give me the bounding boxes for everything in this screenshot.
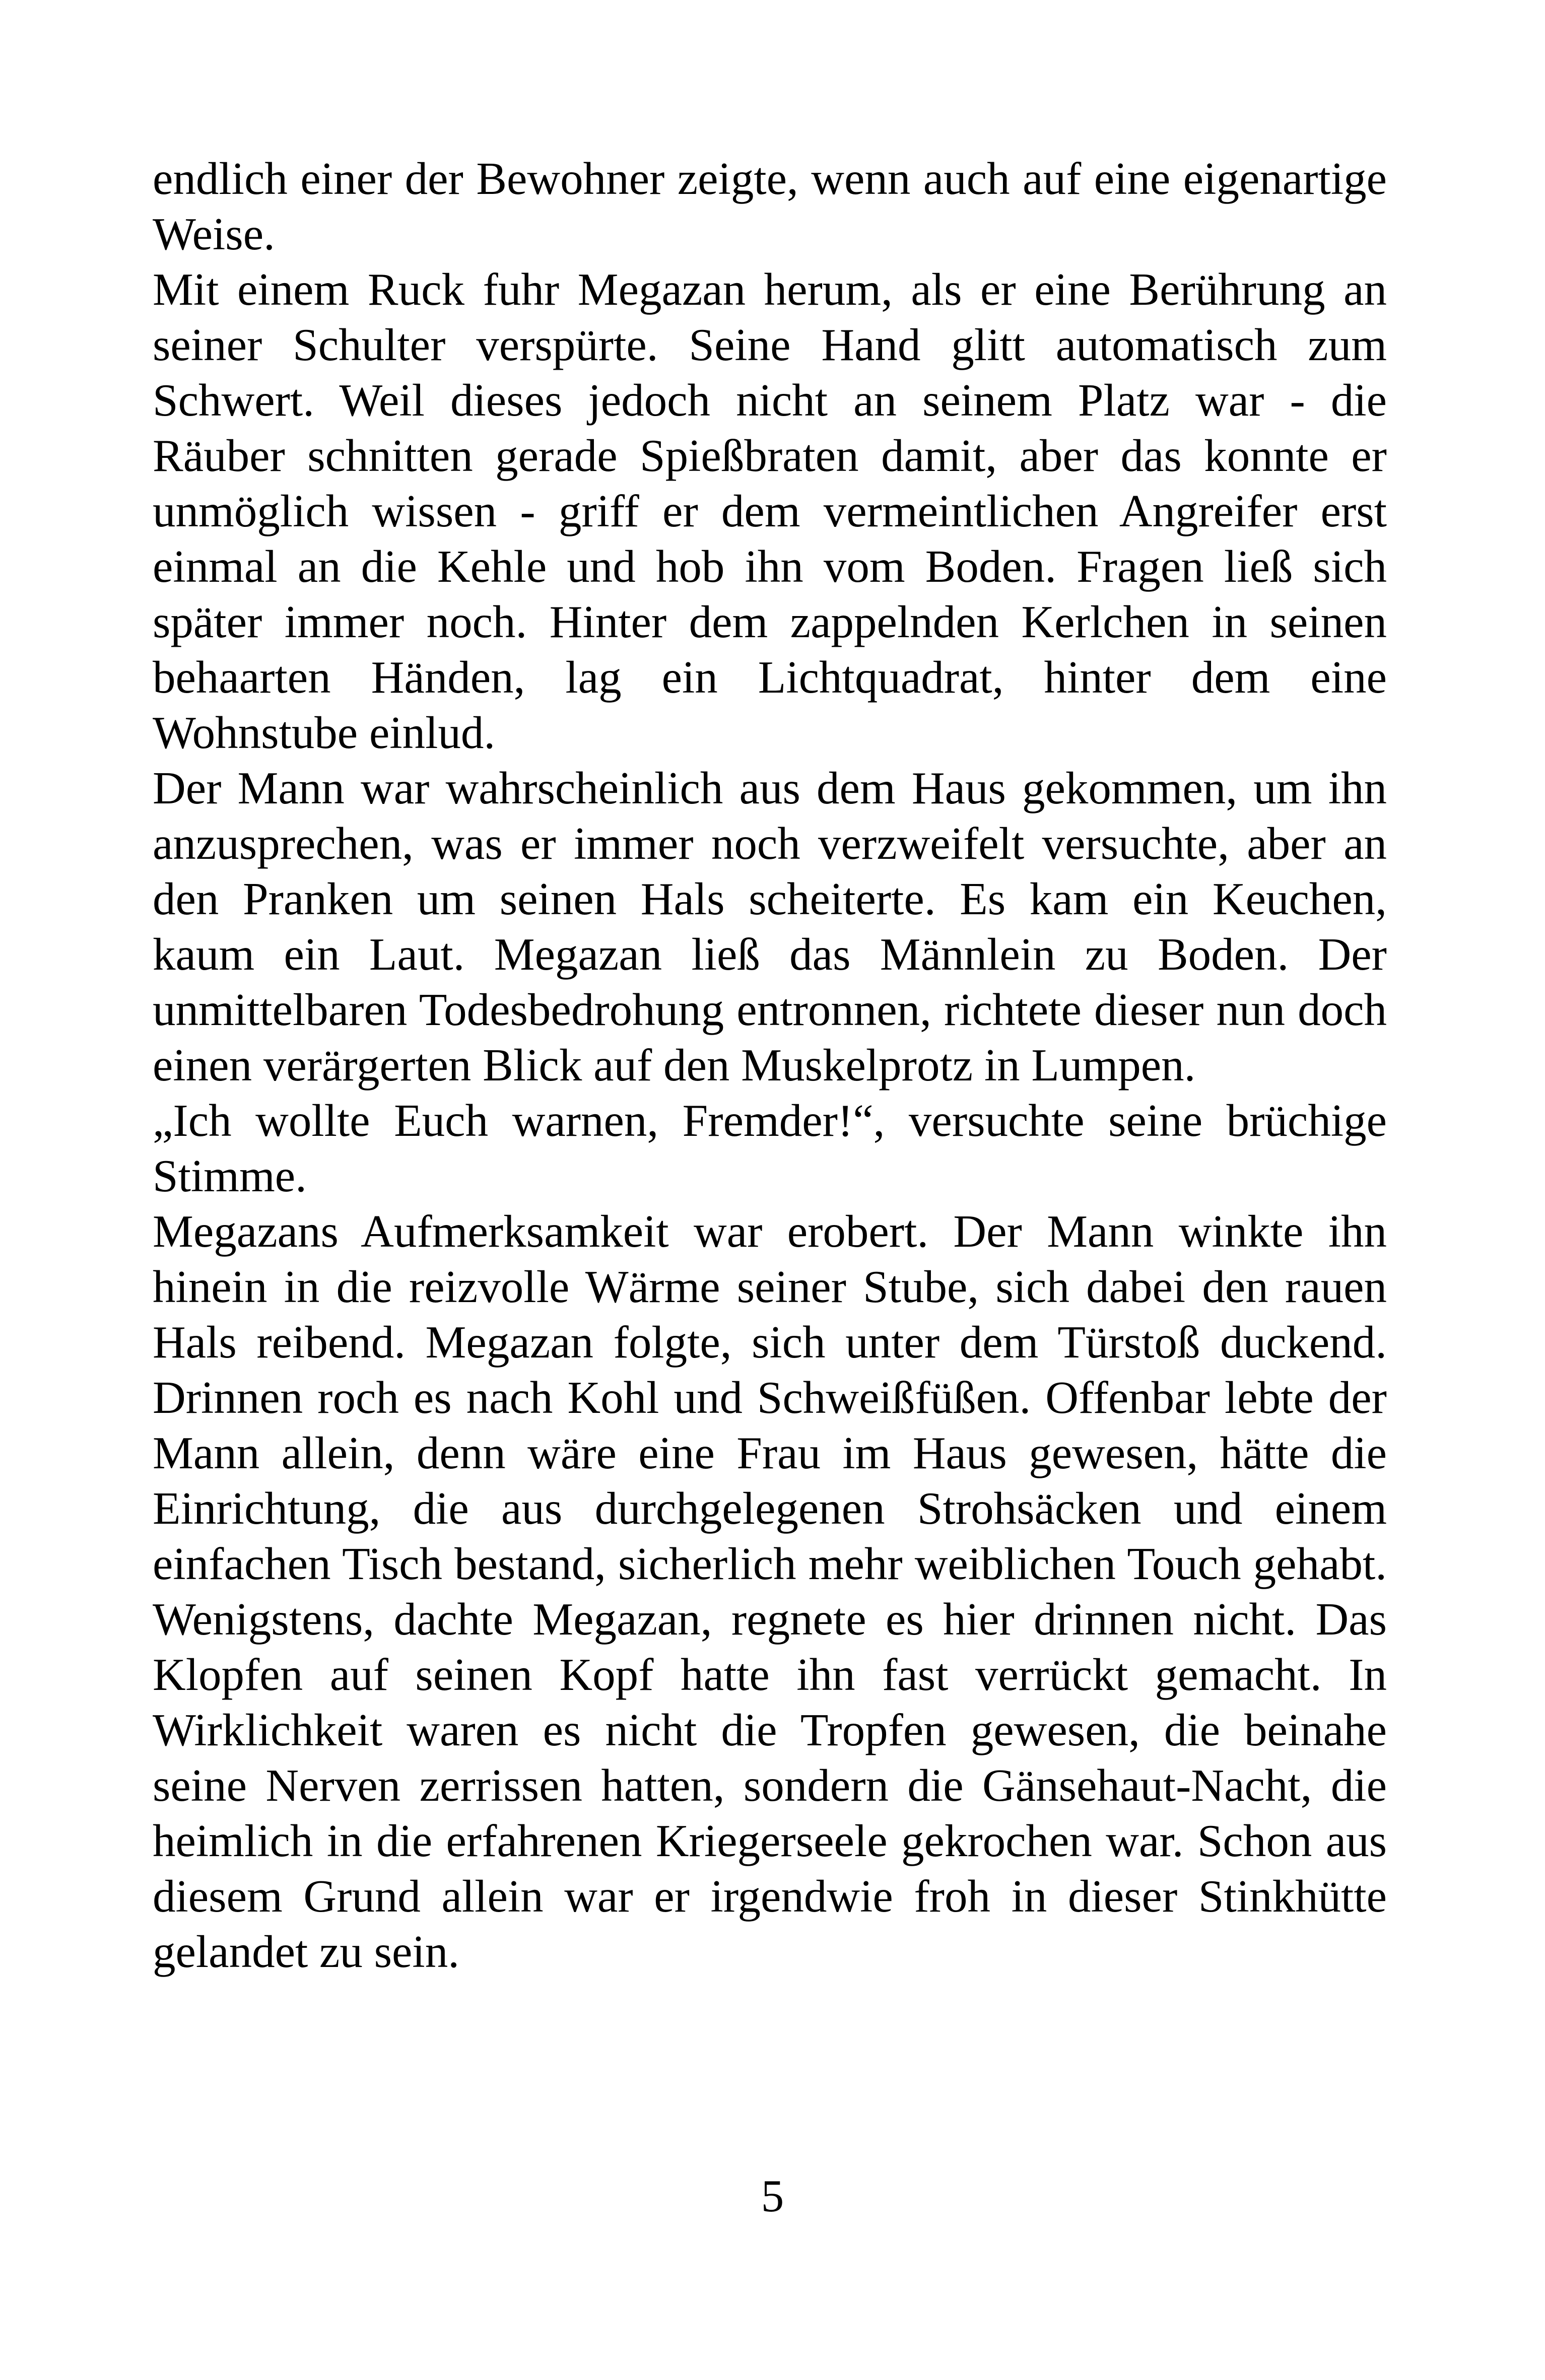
paragraph-4: „Ich wollte Euch warnen, Fremder!“, versuchte seine brüchige Stimme. (153, 1095, 1387, 1201)
paragraph-2: Mit einem Ruck fuhr Megazan herum, als er eine Berührung an seiner Schulter verspürte. Seine Hand glitt automatisch zum Schwert. Weil dieses jedoch nicht an seinem Platz war - die Räuber schnitten gerade Spießbraten damit, aber das konnte er unmöglich wissen - griff er dem vermeintlichen Angreifer erst einmal an die Kehle und hob ihn vom Boden. Fragen ließ sich später immer noch. Hinter dem zappelnden Kerlchen in seinen behaarten Händen, lag ein Lichtquadrat, hinter dem eine Wohnstube einlud. (153, 264, 1387, 758)
body-text (153, 151, 1387, 1980)
paragraph-3: Der Mann war wahrscheinlich aus dem Haus gekommen, um ihn anzusprechen, was er immer noch verzweifelt versuchte, aber an den Pranken um seinen Hals scheiterte. Es kam ein Keuchen, kaum ein Laut. Megazan ließ das Männlein zu Boden. Der unmittelbaren Todesbedrohung entronnen, richtete dieser nun doch einen verärgerten Blick auf den Muskelprotz in Lumpen. (153, 763, 1387, 1091)
page-number: 5 (761, 2170, 784, 2221)
paragraph-1: endlich einer der Bewohner zeigte, wenn auch auf eine eigenartige Weise. (153, 153, 1387, 259)
paragraph-5: Megazans Aufmerksamkeit war erobert. Der Mann winkte ihn hinein in die reizvolle Wärme seiner Stube, sich dabei den rauen Hals reibend. Megazan folgte, sich unter dem Türstoß duckend. Drinnen roch es nach Kohl und Schweißfüßen. Offenbar lebte der Mann allein, denn wäre eine Frau im Haus gewesen, hätte die Einrichtung, die aus durchgelegenen Strohsäcken und einem einfachen Tisch bestand, sicherlich mehr weiblichen Touch gehabt. Wenigstens, dachte Megazan, regnete es hier drinnen nicht. Das Klopfen auf seinen Kopf hatte ihn fast verrückt gemacht. In Wirklichkeit waren es nicht die Tropfen gewesen, die beinahe seine Nerven zerrissen hatten, sondern die Gänsehaut-Nacht, die heimlich in die erfahrenen Kriegerseele gekrochen war. Schon aus diesem Grund allein war er irgendwie froh in dieser Stinkhütte gelandet zu sein. (153, 1206, 1387, 1977)
